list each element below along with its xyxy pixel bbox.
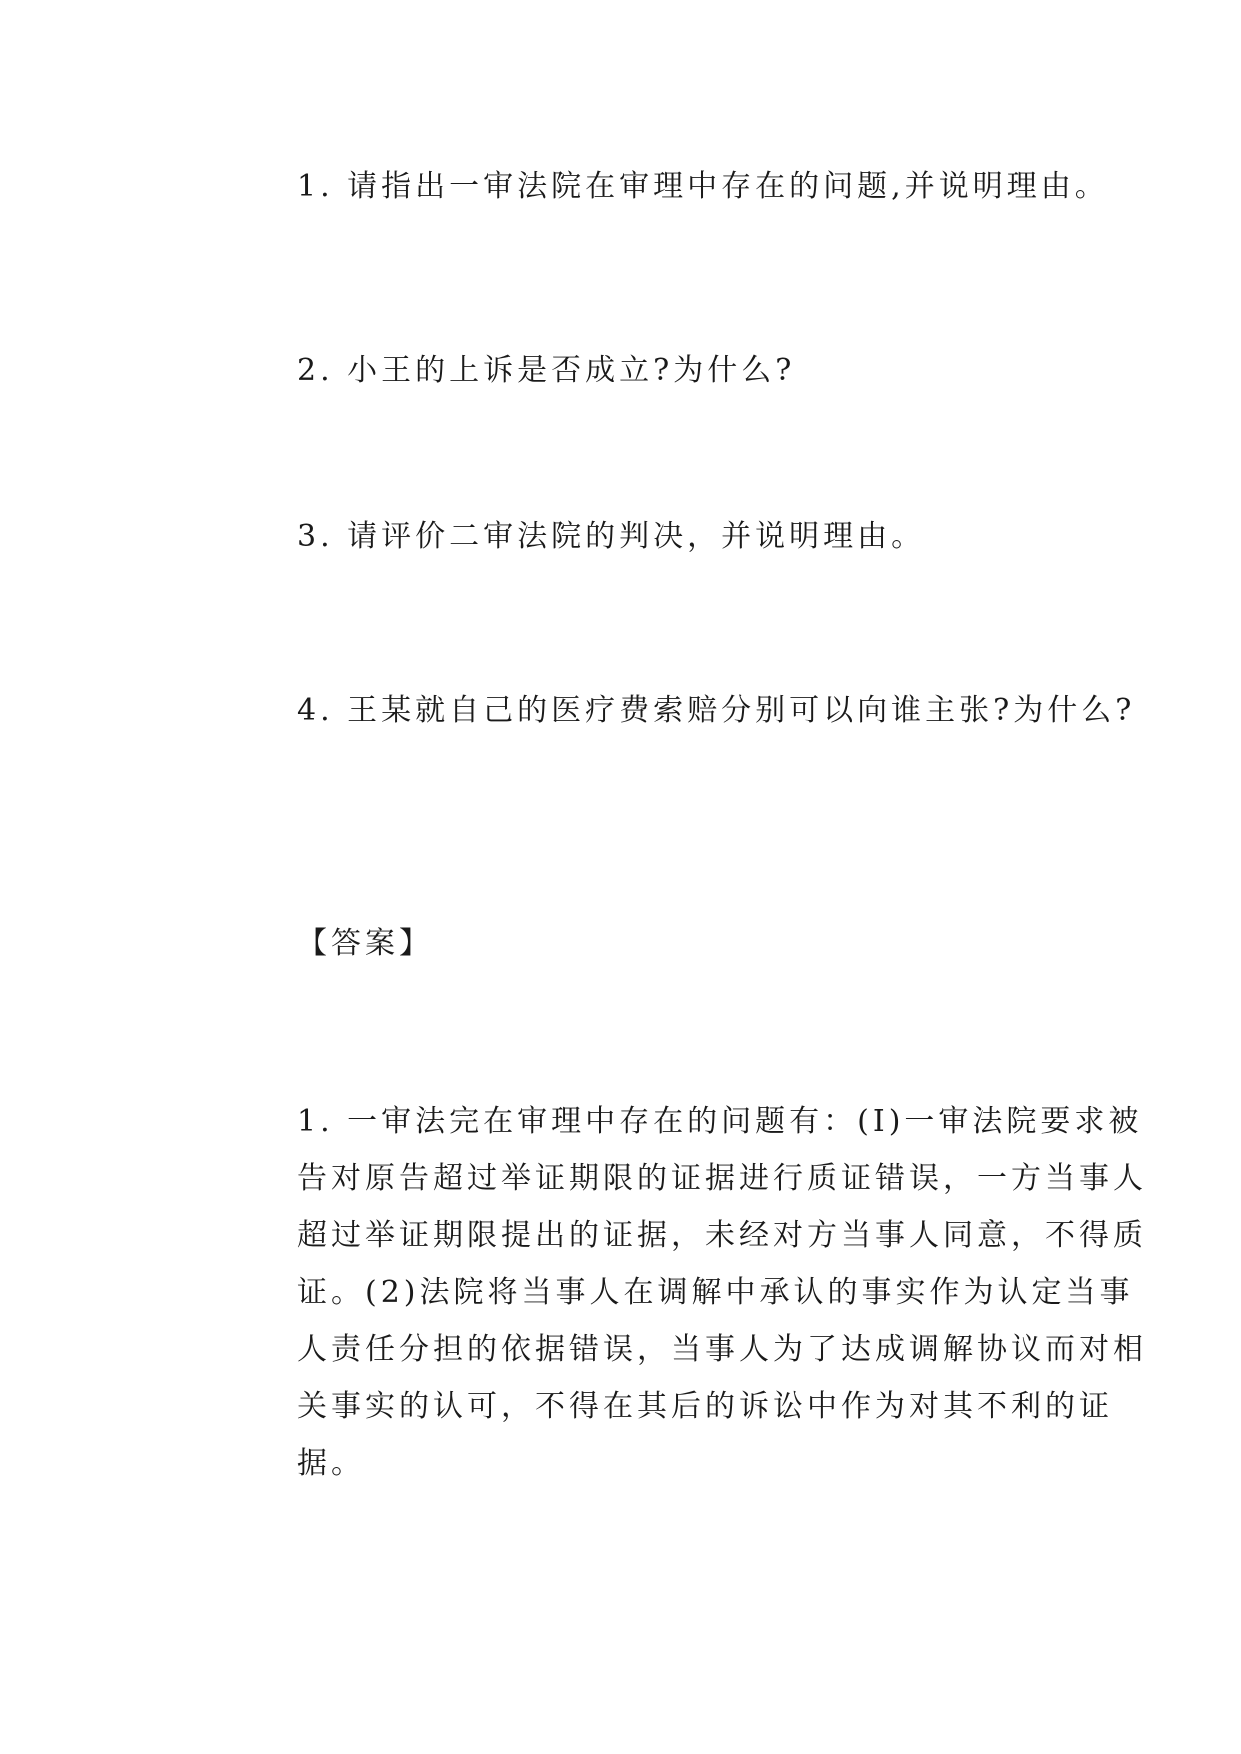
question-2: 2. 小王的上诉是否成立?为什么? bbox=[297, 353, 796, 388]
question-1: 1. 请指出一审法院在审理中存在的问题,并说明理由。 bbox=[297, 169, 1109, 204]
question-3: 3. 请评价二审法院的判决，并说明理由。 bbox=[297, 519, 926, 554]
question-4: 4. 王某就自己的医疗费索赔分别可以向谁主张?为什么? bbox=[297, 693, 1136, 728]
answer-heading: 【答案】 bbox=[297, 926, 433, 961]
answer-1: 1. 一审法完在审理中存在的问题有：(I)一审法院要求被告对原告超过举证期限的证据进行质证错误，一方当事人超过举证期限提出的证据，未经对方当事人同意，不得质证。(2)法院将当事人在调解中承认的事实作为认定当事人责任分担的依据错误，当事人为了达成调解协议而对相关事实的认可，不得在其后的诉讼中作为对其不利的证据。 bbox=[297, 1104, 1147, 1481]
